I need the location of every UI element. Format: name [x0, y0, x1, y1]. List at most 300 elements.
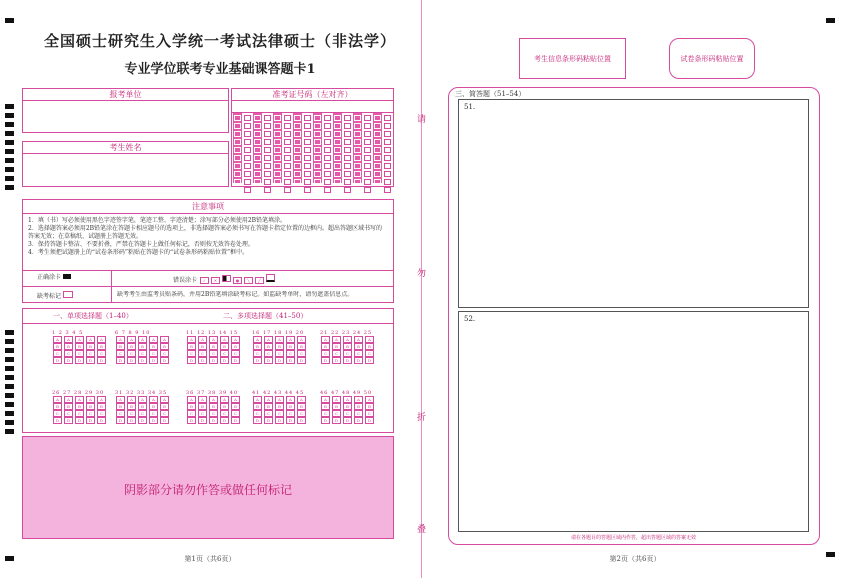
digit-bubble[interactable] [344, 115, 351, 121]
option-bubble[interactable]: C [53, 350, 62, 357]
option-bubble[interactable]: B [321, 343, 330, 350]
option-bubble[interactable]: B [275, 343, 284, 350]
digit-bubble[interactable] [254, 147, 261, 153]
digit-bubble[interactable] [344, 123, 351, 129]
option-bubble[interactable]: C [149, 350, 158, 357]
option-bubble[interactable]: C [321, 350, 330, 357]
option-bubble[interactable]: C [332, 350, 341, 357]
option-bubble[interactable]: D [86, 357, 95, 364]
option-bubble[interactable]: B [231, 343, 240, 350]
exam-digit-column[interactable] [253, 113, 262, 183]
option-bubble[interactable]: A [321, 336, 330, 343]
option-row[interactable] [52, 336, 120, 343]
option-bubble[interactable]: A [187, 396, 196, 403]
digit-bubble[interactable] [354, 139, 361, 145]
option-bubble[interactable]: B [127, 343, 136, 350]
digit-bubble[interactable] [324, 139, 331, 145]
question-group[interactable] [320, 330, 388, 370]
digit-bubble[interactable] [324, 131, 331, 137]
digit-bubble[interactable] [234, 155, 241, 161]
option-row[interactable] [52, 396, 120, 403]
option-bubble[interactable]: C [160, 410, 169, 417]
option-bubble[interactable]: A [149, 336, 158, 343]
option-row[interactable] [252, 396, 320, 403]
digit-bubble[interactable] [274, 163, 281, 169]
option-bubble[interactable]: B [53, 403, 62, 410]
option-bubble[interactable]: C [220, 410, 229, 417]
digit-bubble[interactable] [284, 147, 291, 153]
exam-digit-column[interactable] [233, 113, 242, 183]
option-bubble[interactable]: A [209, 336, 218, 343]
question-group[interactable] [52, 390, 120, 430]
option-bubble[interactable]: C [187, 350, 196, 357]
digit-bubble[interactable] [354, 123, 361, 129]
option-bubble[interactable]: B [116, 343, 125, 350]
option-bubble[interactable]: C [160, 350, 169, 357]
exam-digit-column[interactable] [353, 113, 362, 183]
digit-bubble[interactable] [304, 123, 311, 129]
question-group[interactable] [186, 330, 254, 370]
option-bubble[interactable]: D [209, 417, 218, 424]
digit-bubble[interactable] [314, 131, 321, 137]
digit-bubble[interactable] [244, 187, 251, 193]
option-bubble[interactable]: A [264, 396, 273, 403]
option-bubble[interactable]: C [343, 350, 352, 357]
option-bubble[interactable]: B [75, 343, 84, 350]
digit-bubble[interactable] [374, 179, 381, 185]
digit-bubble[interactable] [354, 131, 361, 137]
digit-bubble[interactable] [284, 171, 291, 177]
digit-bubble[interactable] [374, 123, 381, 129]
option-bubble[interactable]: B [209, 403, 218, 410]
digit-bubble[interactable] [384, 131, 391, 137]
digit-bubble[interactable] [334, 115, 341, 121]
digit-bubble[interactable] [294, 139, 301, 145]
question-group[interactable] [252, 330, 320, 370]
option-row[interactable] [115, 357, 183, 364]
option-bubble[interactable]: A [332, 336, 341, 343]
option-bubble[interactable]: A [209, 396, 218, 403]
digit-bubble[interactable] [334, 131, 341, 137]
digit-bubble[interactable] [344, 147, 351, 153]
option-row[interactable] [186, 350, 254, 357]
question-group[interactable] [186, 390, 254, 430]
digit-bubble[interactable] [294, 163, 301, 169]
option-bubble[interactable]: A [365, 396, 374, 403]
option-bubble[interactable]: D [275, 417, 284, 424]
option-bubble[interactable]: C [275, 410, 284, 417]
digit-bubble[interactable] [264, 171, 271, 177]
exam-digit-column[interactable] [343, 113, 352, 183]
option-bubble[interactable]: D [297, 417, 306, 424]
option-bubble[interactable]: A [321, 396, 330, 403]
digit-bubble[interactable] [264, 163, 271, 169]
digit-bubble[interactable] [334, 155, 341, 161]
option-bubble[interactable]: C [220, 350, 229, 357]
digit-bubble[interactable] [244, 115, 251, 121]
option-bubble[interactable]: C [198, 410, 207, 417]
option-bubble[interactable]: D [231, 357, 240, 364]
exam-digit-column[interactable] [263, 113, 272, 183]
option-bubble[interactable]: D [286, 357, 295, 364]
digit-bubble[interactable] [284, 187, 291, 193]
option-row[interactable] [320, 350, 388, 357]
option-bubble[interactable]: B [138, 403, 147, 410]
option-bubble[interactable]: D [365, 417, 374, 424]
option-bubble[interactable]: B [198, 403, 207, 410]
option-bubble[interactable]: C [297, 410, 306, 417]
digit-bubble[interactable] [324, 123, 331, 129]
digit-bubble[interactable] [384, 147, 391, 153]
digit-bubble[interactable] [364, 147, 371, 153]
digit-bubble[interactable] [344, 163, 351, 169]
digit-bubble[interactable] [314, 155, 321, 161]
option-bubble[interactable]: D [198, 417, 207, 424]
digit-bubble[interactable] [364, 163, 371, 169]
option-bubble[interactable]: D [53, 357, 62, 364]
digit-bubble[interactable] [274, 179, 281, 185]
option-bubble[interactable]: D [343, 357, 352, 364]
digit-bubble[interactable] [264, 147, 271, 153]
digit-bubble[interactable] [304, 155, 311, 161]
option-bubble[interactable]: B [97, 343, 106, 350]
digit-bubble[interactable] [374, 187, 381, 193]
option-bubble[interactable]: A [97, 336, 106, 343]
digit-bubble[interactable] [334, 147, 341, 153]
option-bubble[interactable]: D [354, 357, 363, 364]
option-bubble[interactable]: C [97, 410, 106, 417]
digit-bubble[interactable] [314, 123, 321, 129]
digit-bubble[interactable] [344, 131, 351, 137]
digit-bubble[interactable] [374, 131, 381, 137]
digit-bubble[interactable] [254, 139, 261, 145]
digit-bubble[interactable] [284, 139, 291, 145]
digit-bubble[interactable] [354, 187, 361, 193]
digit-bubble[interactable] [314, 171, 321, 177]
option-row[interactable] [186, 396, 254, 403]
digit-bubble[interactable] [364, 131, 371, 137]
option-bubble[interactable]: C [321, 410, 330, 417]
option-bubble[interactable]: C [149, 410, 158, 417]
digit-bubble[interactable] [234, 131, 241, 137]
option-row[interactable] [115, 350, 183, 357]
option-bubble[interactable]: A [343, 336, 352, 343]
option-row[interactable] [52, 357, 120, 364]
digit-bubble[interactable] [364, 171, 371, 177]
option-row[interactable] [320, 403, 388, 410]
option-bubble[interactable]: B [220, 343, 229, 350]
digit-bubble[interactable] [384, 179, 391, 185]
option-bubble[interactable]: D [86, 417, 95, 424]
digit-bubble[interactable] [234, 171, 241, 177]
option-bubble[interactable]: D [64, 417, 73, 424]
digit-bubble[interactable] [374, 163, 381, 169]
digit-bubble[interactable] [344, 155, 351, 161]
digit-bubble[interactable] [304, 147, 311, 153]
option-bubble[interactable]: C [343, 410, 352, 417]
option-bubble[interactable]: A [286, 336, 295, 343]
option-bubble[interactable]: C [75, 350, 84, 357]
option-bubble[interactable]: D [332, 417, 341, 424]
digit-bubble[interactable] [294, 171, 301, 177]
digit-bubble[interactable] [314, 179, 321, 185]
option-bubble[interactable]: C [64, 410, 73, 417]
option-bubble[interactable]: B [64, 403, 73, 410]
digit-bubble[interactable] [294, 123, 301, 129]
option-bubble[interactable]: B [160, 343, 169, 350]
digit-bubble[interactable] [344, 139, 351, 145]
option-bubble[interactable]: B [343, 403, 352, 410]
digit-bubble[interactable] [264, 123, 271, 129]
option-bubble[interactable]: C [354, 410, 363, 417]
option-bubble[interactable]: A [286, 396, 295, 403]
option-bubble[interactable]: A [253, 336, 262, 343]
digit-bubble[interactable] [284, 115, 291, 121]
option-bubble[interactable]: D [187, 417, 196, 424]
digit-bubble[interactable] [234, 123, 241, 129]
option-bubble[interactable]: A [64, 336, 73, 343]
digit-bubble[interactable] [324, 163, 331, 169]
option-row[interactable] [252, 357, 320, 364]
digit-bubble[interactable] [254, 115, 261, 121]
digit-bubble[interactable] [314, 187, 321, 193]
digit-bubble[interactable] [364, 139, 371, 145]
digit-bubble[interactable] [284, 131, 291, 137]
option-bubble[interactable]: A [343, 396, 352, 403]
digit-bubble[interactable] [384, 115, 391, 121]
option-row[interactable] [52, 403, 120, 410]
digit-bubble[interactable] [384, 171, 391, 177]
option-bubble[interactable]: C [116, 350, 125, 357]
option-bubble[interactable]: C [209, 350, 218, 357]
option-row[interactable] [320, 357, 388, 364]
digit-bubble[interactable] [324, 155, 331, 161]
option-bubble[interactable]: C [264, 410, 273, 417]
option-bubble[interactable]: D [160, 357, 169, 364]
option-bubble[interactable]: A [297, 336, 306, 343]
option-row[interactable] [186, 357, 254, 364]
option-bubble[interactable]: B [343, 343, 352, 350]
option-row[interactable] [115, 343, 183, 350]
option-bubble[interactable]: C [365, 350, 374, 357]
option-row[interactable] [115, 410, 183, 417]
option-bubble[interactable]: B [75, 403, 84, 410]
option-bubble[interactable]: D [64, 357, 73, 364]
digit-bubble[interactable] [234, 115, 241, 121]
digit-bubble[interactable] [314, 163, 321, 169]
option-bubble[interactable]: A [253, 396, 262, 403]
digit-bubble[interactable] [384, 163, 391, 169]
option-bubble[interactable]: B [138, 343, 147, 350]
option-bubble[interactable]: B [297, 343, 306, 350]
option-bubble[interactable]: D [253, 417, 262, 424]
digit-bubble[interactable] [304, 171, 311, 177]
option-bubble[interactable]: A [231, 396, 240, 403]
option-bubble[interactable]: B [275, 403, 284, 410]
name-box[interactable] [22, 141, 229, 187]
option-bubble[interactable]: C [97, 350, 106, 357]
digit-bubble[interactable] [364, 123, 371, 129]
option-bubble[interactable]: D [116, 417, 125, 424]
option-row[interactable] [320, 336, 388, 343]
exam-digit-column[interactable] [303, 113, 312, 183]
exam-digit-column[interactable] [283, 113, 292, 183]
digit-bubble[interactable] [294, 187, 301, 193]
option-row[interactable] [252, 350, 320, 357]
option-bubble[interactable]: B [198, 343, 207, 350]
option-row[interactable] [252, 403, 320, 410]
option-bubble[interactable]: D [275, 357, 284, 364]
option-bubble[interactable]: A [138, 396, 147, 403]
option-bubble[interactable]: D [231, 417, 240, 424]
digit-bubble[interactable] [304, 187, 311, 193]
option-bubble[interactable]: B [187, 403, 196, 410]
option-bubble[interactable]: D [198, 357, 207, 364]
option-bubble[interactable]: A [275, 396, 284, 403]
option-bubble[interactable]: D [53, 417, 62, 424]
digit-bubble[interactable] [244, 139, 251, 145]
option-bubble[interactable]: D [149, 417, 158, 424]
option-bubble[interactable]: B [231, 403, 240, 410]
unit-box[interactable] [22, 88, 229, 133]
option-row[interactable] [52, 343, 120, 350]
option-bubble[interactable]: C [127, 410, 136, 417]
option-bubble[interactable]: B [286, 343, 295, 350]
digit-bubble[interactable] [354, 171, 361, 177]
option-bubble[interactable]: A [231, 336, 240, 343]
digit-bubble[interactable] [384, 187, 391, 193]
digit-bubble[interactable] [274, 131, 281, 137]
option-bubble[interactable]: A [332, 396, 341, 403]
digit-bubble[interactable] [274, 187, 281, 193]
digit-bubble[interactable] [384, 155, 391, 161]
digit-bubble[interactable] [284, 163, 291, 169]
option-row[interactable] [252, 417, 320, 424]
option-bubble[interactable]: D [160, 417, 169, 424]
option-row[interactable] [115, 396, 183, 403]
digit-bubble[interactable] [254, 131, 261, 137]
exam-digit-column[interactable] [293, 113, 302, 183]
option-row[interactable] [320, 410, 388, 417]
option-bubble[interactable]: C [253, 410, 262, 417]
option-bubble[interactable]: A [160, 396, 169, 403]
option-bubble[interactable]: D [97, 357, 106, 364]
option-bubble[interactable]: D [286, 417, 295, 424]
digit-bubble[interactable] [274, 155, 281, 161]
option-bubble[interactable]: D [343, 417, 352, 424]
option-bubble[interactable]: C [86, 350, 95, 357]
digit-bubble[interactable] [254, 163, 261, 169]
option-bubble[interactable]: C [53, 410, 62, 417]
option-bubble[interactable]: D [220, 357, 229, 364]
option-bubble[interactable]: A [86, 396, 95, 403]
option-bubble[interactable]: A [75, 396, 84, 403]
option-bubble[interactable]: D [149, 357, 158, 364]
digit-bubble[interactable] [234, 187, 241, 193]
digit-bubble[interactable] [264, 131, 271, 137]
option-bubble[interactable]: C [264, 350, 273, 357]
digit-bubble[interactable] [294, 115, 301, 121]
option-row[interactable] [252, 336, 320, 343]
digit-bubble[interactable] [274, 115, 281, 121]
digit-bubble[interactable] [304, 115, 311, 121]
option-bubble[interactable]: C [354, 350, 363, 357]
digit-bubble[interactable] [254, 123, 261, 129]
digit-bubble[interactable] [354, 163, 361, 169]
option-bubble[interactable]: A [64, 396, 73, 403]
digit-bubble[interactable] [344, 171, 351, 177]
option-bubble[interactable]: A [53, 396, 62, 403]
option-bubble[interactable]: A [53, 336, 62, 343]
digit-bubble[interactable] [264, 187, 271, 193]
option-bubble[interactable]: A [275, 336, 284, 343]
digit-bubble[interactable] [254, 187, 261, 193]
option-bubble[interactable]: A [116, 396, 125, 403]
digit-bubble[interactable] [274, 171, 281, 177]
option-bubble[interactable]: B [209, 343, 218, 350]
question-group[interactable] [115, 330, 183, 370]
exam-digit-column[interactable] [373, 113, 382, 183]
option-bubble[interactable]: D [321, 357, 330, 364]
digit-bubble[interactable] [264, 155, 271, 161]
option-bubble[interactable]: A [160, 336, 169, 343]
digit-bubble[interactable] [304, 163, 311, 169]
digit-bubble[interactable] [294, 155, 301, 161]
option-bubble[interactable]: B [187, 343, 196, 350]
option-bubble[interactable]: A [198, 396, 207, 403]
option-bubble[interactable]: A [127, 336, 136, 343]
exam-digit-column[interactable] [313, 113, 322, 183]
option-row[interactable] [186, 343, 254, 350]
digit-bubble[interactable] [234, 139, 241, 145]
option-row[interactable] [52, 350, 120, 357]
option-bubble[interactable]: D [264, 357, 273, 364]
option-bubble[interactable]: D [321, 417, 330, 424]
digit-bubble[interactable] [274, 139, 281, 145]
option-row[interactable] [252, 343, 320, 350]
option-bubble[interactable]: B [160, 403, 169, 410]
option-row[interactable] [320, 343, 388, 350]
digit-bubble[interactable] [374, 139, 381, 145]
option-bubble[interactable]: A [116, 336, 125, 343]
digit-bubble[interactable] [244, 179, 251, 185]
digit-bubble[interactable] [344, 179, 351, 185]
digit-bubble[interactable] [244, 123, 251, 129]
option-bubble[interactable]: B [332, 403, 341, 410]
option-bubble[interactable]: C [86, 410, 95, 417]
option-bubble[interactable]: B [149, 403, 158, 410]
digit-bubble[interactable] [374, 147, 381, 153]
option-bubble[interactable]: C [116, 410, 125, 417]
digit-bubble[interactable] [254, 179, 261, 185]
option-bubble[interactable]: A [354, 396, 363, 403]
option-bubble[interactable]: B [97, 403, 106, 410]
option-bubble[interactable]: B [127, 403, 136, 410]
digit-bubble[interactable] [244, 155, 251, 161]
option-bubble[interactable]: D [116, 357, 125, 364]
exam-digit-column[interactable] [333, 113, 342, 183]
exam-digit-column[interactable] [323, 113, 332, 183]
digit-bubble[interactable] [294, 179, 301, 185]
option-bubble[interactable]: C [187, 410, 196, 417]
digit-bubble[interactable] [254, 155, 261, 161]
digit-bubble[interactable] [284, 179, 291, 185]
option-bubble[interactable]: C [286, 410, 295, 417]
exam-digit-column[interactable] [273, 113, 282, 183]
exam-digit-column[interactable] [243, 113, 252, 183]
option-bubble[interactable]: C [231, 350, 240, 357]
option-bubble[interactable]: D [75, 417, 84, 424]
